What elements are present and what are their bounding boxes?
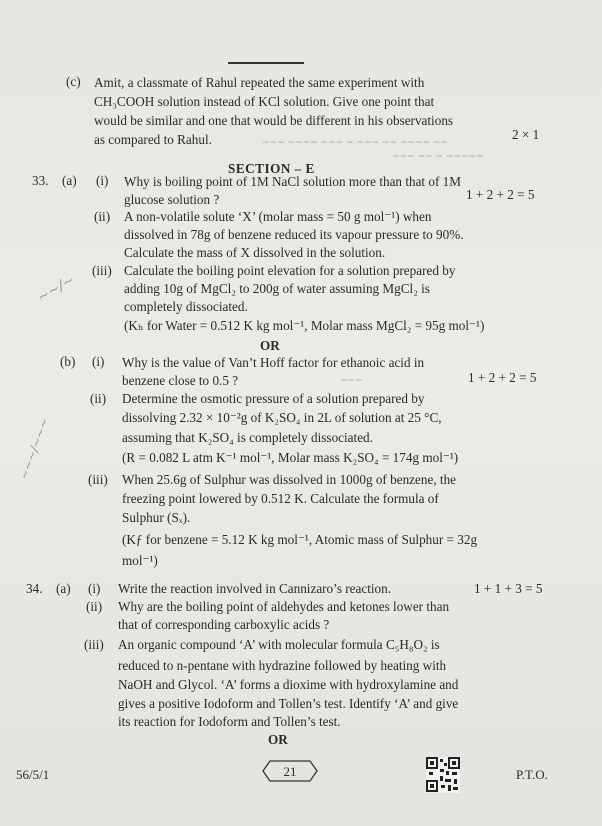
q33-b-marks: 1 + 2 + 2 = 5 — [468, 370, 537, 385]
q34-a-iii-line4: gives a positive Iodoform and Tollen’s test. Identify ‘A’ and give — [118, 696, 459, 711]
q34-a-ii-line2: that of corresponding carboxylic acids ? — [118, 617, 330, 632]
page-number-badge — [262, 760, 318, 782]
q34-a-iii-line2: reduced to n-pentane with hydrazine followed by heating with — [118, 658, 447, 673]
q33-b-iii-label: (iii) — [88, 472, 108, 487]
q33-a-ii-line3: Calculate the mass of X dissolved in the solution. — [124, 245, 386, 260]
q33-a-i-line1: Why is boiling point of 1M NaCl solution more than that of 1M — [124, 174, 461, 189]
q32c-line4: as compared to Rahul. — [94, 132, 212, 147]
q33-a-i-label: (i) — [96, 173, 109, 188]
margin-scribble-1: ~~/~ — [34, 272, 78, 306]
margin-scribble-2: ~~~/~~~ — [16, 416, 52, 482]
q33-or: OR — [260, 338, 280, 353]
q34-a-i-line1: Write the reaction involved in Cannizaro’s reaction. — [118, 581, 392, 596]
q33-a-marks: 1 + 2 + 2 = 5 — [466, 187, 535, 202]
handwritten-scribble-2: ~~~ ~~ ~ ~~~~~ — [392, 152, 484, 162]
q33-b-ii-line3: assuming that K₂SO₄ is completely dissociated. — [122, 430, 373, 445]
q34-a-i-label: (i) — [88, 581, 101, 596]
q33-a-i-line2: glucose solution ? — [124, 192, 220, 207]
paper-code: 56/5/1 — [16, 767, 50, 782]
q33-b-i-label: (i) — [92, 354, 105, 369]
q34-a-label: (a) — [56, 581, 71, 596]
q32c-line3: would be similar and one that would be different in his observations — [94, 113, 454, 128]
q34-a-marks: 1 + 1 + 3 = 5 — [474, 581, 543, 596]
q33-b-ii-line1: Determine the osmotic pressure of a solution prepared by — [122, 391, 425, 406]
q33-a-iii-line1: Calculate the boiling point elevation for a solution prepared by — [124, 263, 456, 278]
q33-a-iii-line3: completely dissociated. — [124, 299, 248, 314]
top-divider — [228, 62, 304, 64]
q34-a-iii-line3: NaOH and Glycol. ‘A’ forms a dioxime with hydroxylamine and — [118, 677, 459, 692]
q34-or: OR — [268, 732, 288, 747]
q33-a-ii-label: (ii) — [94, 209, 111, 224]
q33-b-iii-line3: Sulphur (Sₓ). — [122, 510, 191, 525]
q33-a-iii-line4: (Kₕ for Water = 0.512 K kg mol⁻¹, Molar mass MgCl₂ = 95g mol⁻¹) — [124, 318, 485, 333]
qr-code-icon — [426, 757, 460, 793]
page-number: 21 — [283, 764, 297, 779]
q32c-line1: Amit, a classmate of Rahul repeated the same experiment with — [94, 75, 425, 90]
q32c-line2: CH₃COOH solution instead of KCl solution. Give one point that — [94, 94, 435, 109]
handwritten-scribble-1: ~~~ ~~~~ ~~~ ~ ~~~ ~~ ~~~~ ~~ — [262, 138, 448, 148]
handwritten-scribble-3: ~~~ — [340, 376, 363, 386]
q33-b-iii-line1: When 25.6g of Sulphur was dissolved in 1000g of benzene, the — [122, 472, 457, 487]
q33-b-i-line1: Why is the value of Van’t Hoff factor for ethanoic acid in — [122, 355, 425, 370]
q34-a-iii-line5: its reaction for Iodoform and Tollen’s test. — [118, 714, 341, 729]
q33-b-iii-line2: freezing point lowered by 0.512 K. Calculate the formula of — [122, 491, 439, 506]
q33-b-ii-line2: dissolving 2.32 × 10⁻²g of K₂SO₄ in 2L of solution at 25 °C, — [122, 410, 442, 425]
q33-b-label: (b) — [60, 354, 76, 369]
q33-b-iii-line5: mol⁻¹) — [122, 553, 158, 568]
q33-a-ii-line1: A non-volatile solute ‘X’ (molar mass = 50 g mol⁻¹) when — [124, 209, 432, 224]
q34-number: 34. — [26, 581, 43, 596]
q33-b-ii-line4: (R = 0.082 L atm K⁻¹ mol⁻¹, Molar mass K₂SO₄ = 174g mol⁻¹) — [122, 450, 459, 465]
q34-a-iii-line1: An organic compound ‘A’ with molecular formula C₅H₈O₂ is — [118, 637, 440, 652]
q32c-label: (c) — [66, 74, 81, 89]
q34-a-ii-line1: Why are the boiling point of aldehydes and ketones lower than — [118, 599, 450, 614]
section-title: SECTION – E — [228, 161, 315, 176]
q33-a-ii-line2: dissolved in 78g of benzene reduced its vapour pressure to 90%. — [124, 227, 464, 242]
q34-a-iii-label: (iii) — [84, 637, 104, 652]
q33-b-i-line2: benzene close to 0.5 ? — [122, 373, 239, 388]
q33-a-label: (a) — [62, 173, 77, 188]
q34-a-ii-label: (ii) — [86, 599, 103, 614]
q33-a-iii-line2: adding 10g of MgCl₂ to 200g of water assuming MgCl₂ is — [124, 281, 430, 296]
pto-label: P.T.O. — [516, 767, 548, 782]
q32c-marks: 2 × 1 — [512, 127, 540, 142]
q33-a-iii-label: (iii) — [92, 263, 112, 278]
q33-b-iii-line4: (Kƒ for benzene = 5.12 K kg mol⁻¹, Atomic mass of Sulphur = 32g — [122, 532, 478, 547]
q33-b-ii-label: (ii) — [90, 391, 107, 406]
q33-number: 33. — [32, 173, 49, 188]
